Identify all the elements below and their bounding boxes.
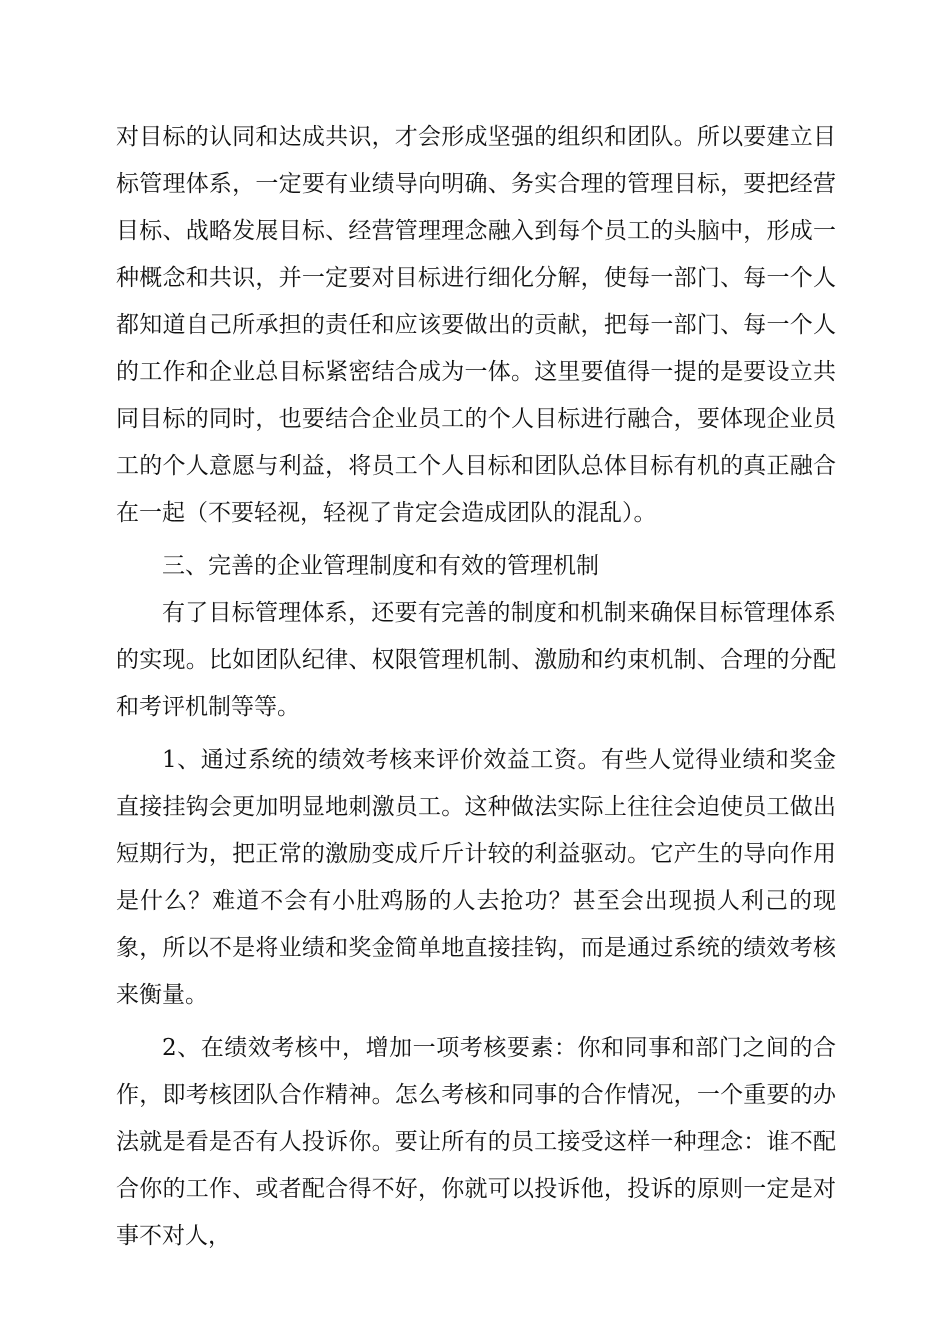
paragraph-continuation: 对目标的认同和达成共识，才会形成坚强的组织和团队。所以要建立目标管理体系，一定要有业绩导向明确、务实合理的管理目标，要把经营目标、战略发展目标、经营管理理念融入到每个员工的头脑中，形成一种概念和共识，并一定要对目标进行细化分解，使每一部门、每一个人都知道自己所承担的责任和应该要做出的贡献，把每一部门、每一个人的工作和企业总目标紧密结合成为一体。这里要值得一提的是要设立共同目标的同时，也要结合企业员工的个人目标进行融合，要体现企业员工的个人意愿与利益，将员工个人目标和团队总体目标有机的真正融合在一起（不要轻视，轻视了肯定会造成团队的混乱）。 [116,124,836,526]
document-body [116,114,836,1260]
paragraph-intro: 有了目标管理体系，还要有完善的制度和机制来确保目标管理体系的实现。比如团队纪律、权限管理机制、激励和约束机制、合理的分配和考评机制等等。 [116,600,836,720]
list-item-2: 2、在绩效考核中，增加一项考核要素：你和同事和部门之间的合作，即考核团队合作精神。怎么考核和同事的合作情况，一个重要的办法就是看是否有人投诉你。要让所有的员工接受这样一种理念：谁不配合你的工作、或者配合得不好，你就可以投诉他，投诉的原则一定是对事不对人， [116,1035,836,1249]
list-item-1: 1、通过系统的绩效考核来评价效益工资。有些人觉得业绩和奖金直接挂钩会更加明显地刺激员工。这种做法实际上往往会迫使员工做出短期行为，把正常的激励变成斤斤计较的利益驱动。它产生的导向作用是什么？难道不会有小肚鸡肠的人去抢功？甚至会出现损人利己的现象，所以不是将业绩和奖金简单地直接挂钩，而是通过系统的绩效考核来衡量。 [116,747,836,1008]
section-heading: 三、完善的企业管理制度和有效的管理机制 [162,553,599,579]
